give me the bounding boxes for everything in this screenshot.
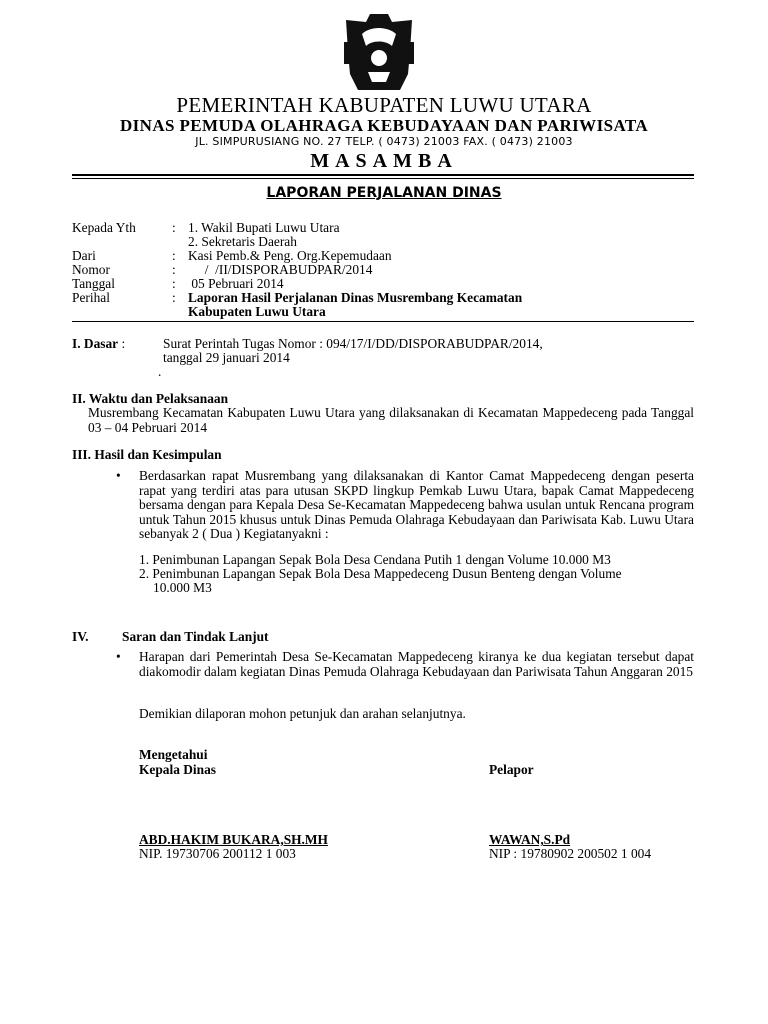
- bullet-icon: •: [116, 468, 121, 483]
- meta-divider: [72, 321, 694, 322]
- closing-sentence: Demikian dilaporan mohon petunjuk dan arahan selanjutnya.: [139, 706, 466, 721]
- bullet-icon: •: [116, 649, 121, 664]
- meta-value: / /II/DISPORABUDPAR/2014: [188, 262, 373, 277]
- meta-colon: :: [172, 290, 176, 305]
- document-title-text: LAPORAN PERJALANAN DINAS: [266, 185, 502, 201]
- section-hasil-bullet: Berdasarkan rapat Musrembang yang dilaksanakan di Kantor Camat Mappedeceng dengan peserta rapat yang terdiri atas para utusan SKPD lingkup Pemkab Luwu Utara, bapak Camat Mappedeceng bersama dengan para Kepala Desa Se-Kecamatan Mappedeceng bahwa usulan untuk Rencana program untuk Tahun 2015 khusus untuk Dinas Pemuda Olahraga Kebudayaan dan Pariwisata Kab. Luwu Utara sebanyak 2 ( Dua ) Kegiatanyakni :: [139, 468, 694, 541]
- section-saran-number: IV.: [72, 629, 89, 644]
- signature-left-label1: Mengetahui: [139, 747, 208, 762]
- meta-value: 2. Sekretaris Daerah: [188, 234, 297, 249]
- header-government: PEMERINTAH KABUPATEN LUWU UTARA: [176, 93, 592, 117]
- kabupaten-emblem-icon: [340, 12, 418, 94]
- meta-value: 1. Wakil Bupati Luwu Utara: [188, 220, 340, 235]
- meta-value: Kabupaten Luwu Utara: [188, 304, 326, 319]
- signature-right-nip: NIP : 19780902 200502 1 004: [489, 846, 652, 861]
- section-waktu-body: Musrembang Kecamatan Kabupaten Luwu Utara yang dilaksanakan di Kecamatan Mappedeceng pada Tanggal 03 – 04 Pebruari 2014: [88, 405, 694, 435]
- header-address: JL. SIMPURUSIANG NO. 27 TELP. ( 0473) 21003 FAX. ( 0473) 21003: [195, 135, 573, 148]
- section-hasil-heading: III. Hasil dan Kesimpulan: [72, 447, 222, 462]
- section-dasar-dot: .: [158, 364, 162, 379]
- meta-label: Dari: [72, 248, 96, 263]
- meta-label: Nomor: [72, 262, 110, 277]
- meta-label: Kepada Yth: [72, 220, 136, 235]
- section-dasar-colon: :: [118, 336, 126, 351]
- section-saran-bullet: Harapan dari Pemerintah Desa Se-Kecamatan Mappedeceng kiranya ke dua kegiatan tersebut dapat diakomodir dalam kegiatan Dinas Pemuda Olahraga Kebudayaan dan Pariwisata Tahun Anggaran 2015: [139, 649, 694, 679]
- meta-value: Laporan Hasil Perjalanan Dinas Musrembang Kecamatan: [188, 290, 523, 305]
- meta-label: Tanggal: [72, 276, 115, 291]
- section-saran-heading: Saran dan Tindak Lanjut: [122, 629, 269, 644]
- section-dasar-heading: [72, 337, 125, 351]
- header-department: DINAS PEMUDA OLAHRAGA KEBUDAYAAN DAN PARIWISATA: [119, 116, 649, 135]
- signature-left-nip: NIP. 19730706 200112 1 003: [139, 846, 296, 861]
- signature-left-label2: Kepala Dinas: [139, 762, 217, 777]
- meta-colon: :: [172, 248, 176, 263]
- signature-left-name: ABD.HAKIM BUKARA,SH.MH: [139, 832, 328, 847]
- meta-colon: :: [172, 220, 176, 235]
- signature-right-label: Pelapor: [489, 762, 534, 777]
- section-waktu-heading: II. Waktu dan Pelaksanaan: [72, 391, 229, 406]
- meta-colon: :: [172, 262, 176, 277]
- section-dasar-line1: Surat Perintah Tugas Nomor : 094/17/I/DD/DISPORABUDPAR/2014,: [163, 336, 543, 351]
- header-city: MASAMBA: [310, 150, 458, 172]
- section-hasil-item2-cont: 10.000 M3: [153, 580, 212, 595]
- document-title: [0, 185, 768, 201]
- header-divider: [72, 174, 694, 176]
- meta-value: 05 Pebruari 2014: [188, 276, 284, 291]
- section-hasil-item1: 1. Penimbunan Lapangan Sepak Bola Desa Cendana Putih 1 dengan Volume 10.000 M3: [139, 552, 611, 567]
- section-dasar-title: I. Dasar: [72, 336, 119, 351]
- header-divider-thin: [72, 178, 694, 179]
- meta-label: Perihal: [72, 290, 110, 305]
- section-hasil-item2: 2. Penimbunan Lapangan Sepak Bola Desa Mappedeceng Dusun Benteng dengan Volume: [139, 566, 622, 581]
- signature-right-name: WAWAN,S.Pd: [489, 832, 571, 847]
- meta-colon: :: [172, 276, 176, 291]
- meta-value: Kasi Pemb.& Peng. Org.Kepemudaan: [188, 248, 392, 263]
- section-dasar-line2: tanggal 29 januari 2014: [163, 350, 290, 365]
